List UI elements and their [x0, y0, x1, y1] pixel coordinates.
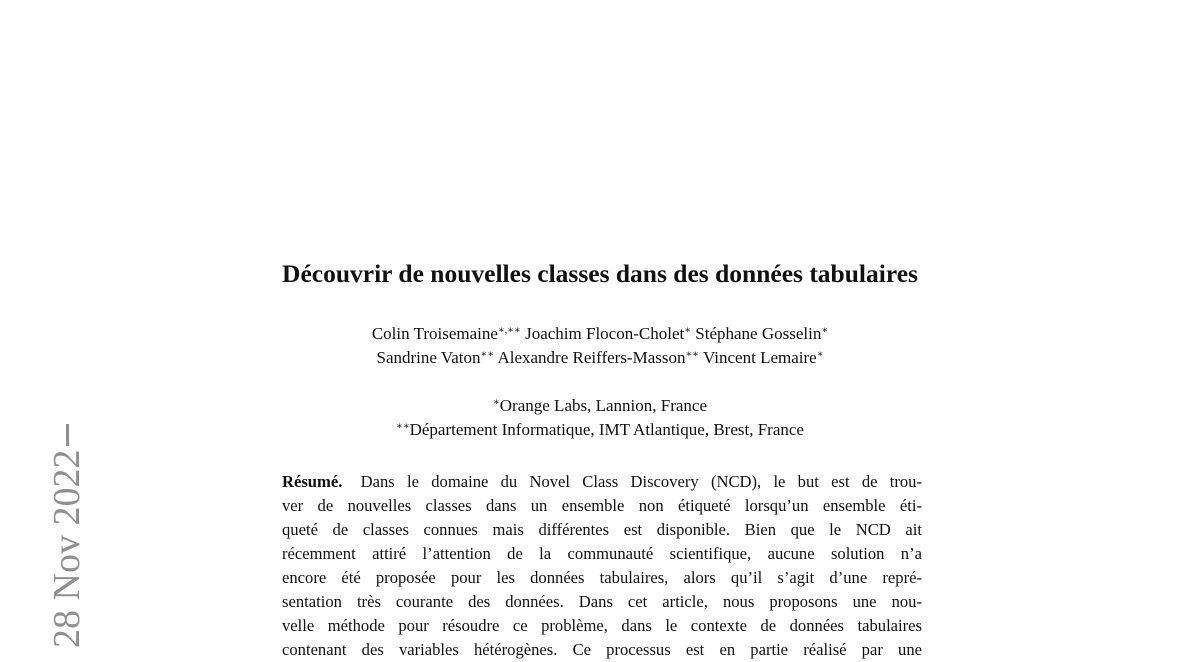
author-affil-mark: ∗ — [816, 349, 824, 360]
author-line-2 — [0, 346, 1200, 370]
affiliation-mark: ∗∗ — [396, 421, 410, 432]
affiliation-list — [0, 394, 1200, 442]
author-name: Joachim Flocon-Cholet — [525, 324, 685, 343]
abstract — [282, 470, 922, 662]
author-name: Stéphane Gosselin — [695, 324, 822, 343]
abstract-line: queté de classes connues mais différentes est disponible. Bien que le NCD ait — [282, 520, 922, 539]
author-affil-mark: ∗ — [684, 325, 692, 336]
abstract-line: sentation très courante des données. Dans cet article, nous proposons une nou- — [282, 592, 922, 611]
author-name: Colin Troisemaine — [371, 324, 498, 343]
author-name: Sandrine Vaton — [376, 348, 481, 367]
author-affil-mark: ∗ — [821, 325, 829, 336]
affiliation — [0, 394, 1200, 418]
abstract-line: récemment attiré l’attention de la communauté scientifique, aucune solution n’a — [282, 544, 922, 563]
abstract-line: ver de nouvelles classes dans un ensemble non étiqueté lorsqu’un ensemble éti- — [282, 496, 922, 515]
author-affil-mark: ∗∗ — [480, 349, 495, 360]
abstract-label: Résumé. — [282, 472, 343, 491]
abstract-line — [282, 470, 922, 494]
affiliation — [0, 418, 1200, 442]
abstract-line-text: Dans le domaine du Novel Class Discovery (NCD), le but est de trou- — [360, 472, 922, 491]
affiliation-mark: ∗ — [492, 397, 500, 408]
abstract-line: contenant des variables hétérogènes. Ce processus est en partie réalisé par une — [282, 640, 922, 659]
paper-title: Découvrir de nouvelles classes dans des données tabulaires — [282, 259, 918, 288]
author-name: Vincent Lemaire — [703, 348, 817, 367]
affiliation-text: Orange Labs, Lannion, France — [499, 396, 708, 415]
author-affil-mark: ∗,∗∗ — [497, 325, 521, 336]
author-list — [0, 322, 1200, 370]
arxiv-date: 28 Nov 2022 — [46, 449, 88, 648]
abstract-line: velle méthode pour résoudre ce problème, dans le contexte de données tabulaires — [282, 616, 922, 635]
author-name: Alexandre Reiffers-Masson — [497, 348, 686, 367]
author-line-1 — [0, 322, 1200, 346]
affiliation-text: Département Informatique, IMT Atlantique, Brest, France — [409, 420, 804, 439]
author-affil-mark: ∗∗ — [685, 349, 700, 360]
abstract-line: encore été proposée pour les données tabulaires, alors qu’il s’agit d’une repré- — [282, 568, 922, 587]
